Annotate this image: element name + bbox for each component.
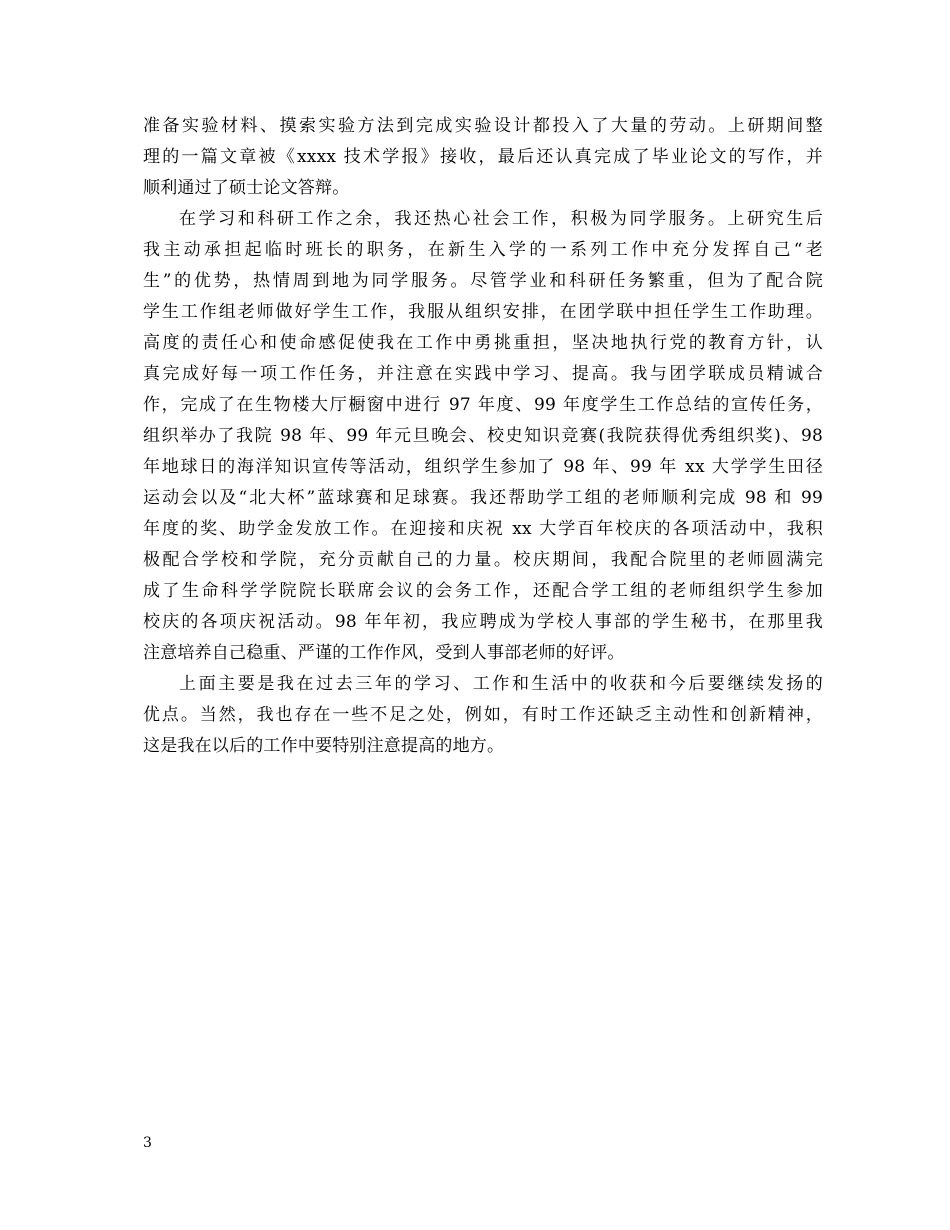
text-line: 年度的奖、助学金发放工作。在迎接和庆祝 xx 大学百年校庆的各项活动中，我积 bbox=[143, 519, 823, 539]
text-line: 在学习和科研工作之余，我还热心社会工作，积极为同学服务。上研究生后 bbox=[179, 209, 823, 229]
body-text bbox=[143, 111, 823, 762]
text-line: 这是我在以后的工作中要特别注意提高的地方。 bbox=[143, 736, 505, 756]
text-line: 顺利通过了硕士论文答辩。 bbox=[143, 178, 350, 198]
text-line: 校庆的各项庆祝活动。98 年年初，我应聘成为学校人事部的学生秘书，在那里我 bbox=[143, 612, 823, 632]
text-line: 组织举办了我院 98 年、99 年元旦晚会、校史知识竞赛(我院获得优秀组织奖)、98 bbox=[143, 426, 823, 446]
text-line: 上面主要是我在过去三年的学习、工作和生活中的收获和今后要继续发扬的 bbox=[179, 674, 823, 694]
text-line: 学生工作组老师做好学生工作，我服从组织安排，在团学联中担任学生工作助理。 bbox=[143, 302, 823, 322]
text-line: 成了生命科学学院院长联席会议的会务工作，还配合学工组的老师组织学生参加 bbox=[143, 581, 823, 601]
text-line: 我主动承担起临时班长的职务，在新生入学的一系列工作中充分发挥自己“老 bbox=[143, 240, 823, 260]
text-line: 作，完成了在生物楼大厅橱窗中进行 97 年度、99 年度学生工作总结的宣传任务， bbox=[143, 395, 823, 415]
text-line: 生”的优势，热情周到地为同学服务。尽管学业和科研任务繁重，但为了配合院 bbox=[143, 271, 823, 291]
text-line: 运动会以及“北大杯”蓝球赛和足球赛。我还帮助学工组的老师顺利完成 98 和 99 bbox=[143, 488, 823, 508]
text-line: 理的一篇文章被《xxxx 技术学报》接收，最后还认真完成了毕业论文的写作，并 bbox=[143, 147, 823, 167]
page-number: 3 bbox=[143, 1135, 152, 1151]
text-line: 真完成好每一项工作任务，并注意在实践中学习、提高。我与团学联成员精诚合 bbox=[143, 364, 823, 384]
text-line: 年地球日的海洋知识宣传等活动，组织学生参加了 98 年、99 年 xx 大学学生田径 bbox=[143, 457, 823, 477]
text-line: 极配合学校和学院，充分贡献自己的力量。校庆期间，我配合院里的老师圆满完 bbox=[143, 550, 823, 570]
text-line: 高度的责任心和使命感促使我在工作中勇挑重担，坚决地执行党的教育方针，认 bbox=[143, 333, 823, 353]
text-line: 准备实验材料、摸索实验方法到完成实验设计都投入了大量的劳动。上研期间整 bbox=[143, 116, 823, 136]
text-line: 优点。当然，我也存在一些不足之处，例如，有时工作还缺乏主动性和创新精神， bbox=[143, 705, 823, 725]
text-line: 注意培养自己稳重、严谨的工作作风，受到人事部老师的好评。 bbox=[143, 643, 625, 663]
